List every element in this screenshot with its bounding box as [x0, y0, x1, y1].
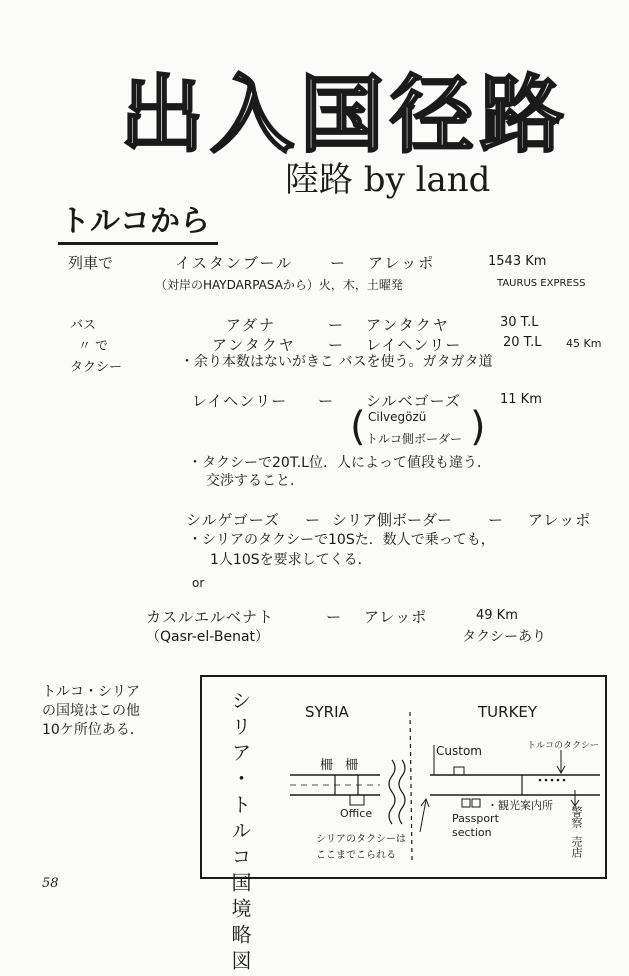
map-custom-label: Custom — [436, 744, 482, 758]
train-route-to: アレッポ — [368, 254, 436, 272]
train-dash: ー — [330, 254, 346, 272]
border-dash-1: ー — [305, 511, 321, 529]
qasr-from: カスルエルベナト — [146, 608, 275, 626]
bracket-close-icon: ) — [470, 404, 486, 450]
page-title: 出入国径路 — [120, 66, 571, 164]
side-note: トルコ・シリア の国境はこの他 10ケ所位ある． — [42, 684, 144, 738]
reyhanli-note-1: ・タクシーで20T.L位．人によって値段も違う． — [188, 455, 491, 471]
train-distance: 1543 Km — [488, 254, 547, 269]
train-route-from: イスタンブール — [175, 254, 294, 272]
train-name: TAURUS EXPRESS — [497, 278, 586, 289]
qasr-dash: ー — [326, 608, 342, 626]
bus-note: ・余り本数はないがきこ バスを使う。ガタガタ道 — [180, 354, 493, 370]
page-number: 58 — [42, 876, 59, 891]
page-subtitle: 陸路 by land — [285, 160, 491, 200]
qasr-to: アレッポ — [364, 608, 428, 626]
bus-mode-3: タクシー — [70, 360, 123, 375]
border-note-2: 1人10Sを要求してくる． — [210, 552, 372, 568]
map-tourist-office-label: ・観光案内所 — [487, 799, 553, 812]
bus-r2-to: レイヘンリー — [366, 336, 462, 354]
bus-r2-cost: 20 T.L — [503, 335, 542, 350]
reyhanli-from: レイヘンリー — [192, 392, 288, 410]
qasr-note: タクシーあり — [462, 629, 546, 645]
map-syrian-taxi-label-2: ここまでこられる — [316, 850, 396, 861]
reyhanli-dash: ー — [318, 392, 334, 410]
map-office-label: Office — [340, 807, 373, 820]
bus-r1-from: アダナ — [226, 316, 276, 334]
bus-mode-1: バス — [70, 318, 97, 333]
border-note-1: ・シリアのタクシーで10Sた．数人で乗っても， — [188, 532, 495, 548]
or-text: or — [192, 576, 205, 590]
bus-r2-from: アンタクヤ — [212, 336, 296, 354]
bus-mode-2: 〃 で — [78, 339, 109, 354]
border-from: シルゲゴーズ — [186, 511, 280, 529]
bus-r1-to: アンタクヤ — [366, 316, 450, 334]
map-police-label: 警察 — [570, 806, 583, 828]
map-syria-label: SYRIA — [305, 703, 349, 721]
border-to: アレッポ — [528, 511, 592, 529]
reyhanli-paren-2: トルコ側ボーダー — [366, 432, 463, 446]
border-dash-2: ー — [488, 511, 504, 529]
map-section-label: section — [452, 826, 492, 839]
border-mid: シリア側ボーダー — [332, 511, 453, 529]
qasr-distance: 49 Km — [476, 608, 518, 623]
bus-r2-dash: ー — [328, 336, 344, 354]
map-turkey-label: TURKEY — [478, 703, 538, 721]
bus-r1-cost: 30 T.L — [500, 315, 539, 330]
train-note: （対岸のHAYDARPASAから）火，木，土曜発 — [155, 278, 403, 292]
map-passport-label: Passport — [452, 812, 499, 825]
reyhanli-paren-1: Cilvegözü — [368, 410, 427, 424]
bus-r1-dash: ー — [328, 316, 344, 334]
bus-r2-distance: 45 Km — [566, 337, 602, 350]
map-tourist-office-text: 観光案内所 — [498, 799, 553, 812]
bracket-open-icon: ( — [350, 404, 366, 450]
section-heading: トルコから — [58, 196, 218, 245]
qasr-paren: （Qasr-el-Benat） — [146, 629, 270, 645]
map-syrian-taxi-label: シリアのタクシーは — [316, 834, 406, 845]
map-shop-label: 売店 — [570, 836, 583, 858]
train-mode: 列車で — [68, 254, 114, 272]
reyhanli-to: シルベゴーズ — [366, 392, 461, 410]
map-fence-label: 柵 柵 — [320, 758, 363, 773]
map-turkish-taxi-label: トルコのタクシー — [527, 741, 600, 751]
reyhanli-distance: 11 Km — [500, 392, 542, 407]
reyhanli-note-2: 交渉すること． — [206, 473, 304, 489]
map-vertical-title: シリア・トルコ国境略図 — [228, 690, 252, 976]
